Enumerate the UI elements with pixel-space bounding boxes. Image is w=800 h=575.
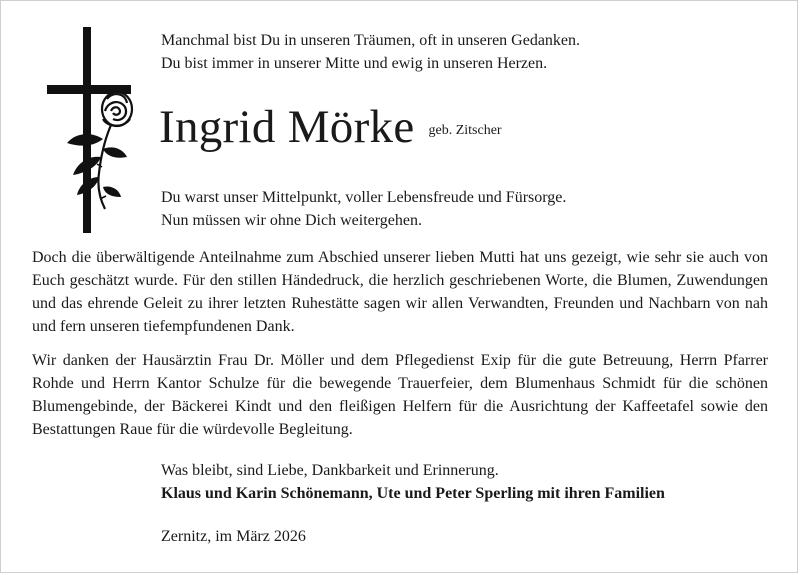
tribute-lines [161, 186, 566, 232]
deceased-header [159, 99, 502, 155]
tribute-line: Du warst unser Mittelpunkt, voller Lebensfreude und Fürsorge. [161, 189, 567, 206]
birth-name: geb. Zitscher [428, 123, 502, 138]
cross-with-rose-icon [45, 27, 145, 233]
place-and-date: Zernitz, im März 2026 [161, 528, 306, 545]
family-signature: Klaus und Karin Schönemann, Ute und Peter Sperling mit ihren Familien [161, 485, 665, 502]
verse-line: Manchmal bist Du in unseren Träumen, oft in unseren Gedanken. [161, 32, 581, 49]
opening-verse [161, 29, 580, 75]
thanks-services-paragraph: Wir danken der Hausärztin Frau Dr. Möller und dem Pflegedienst Exip für die gute Betreuung, Herrn Pfarrer Rohde und Herrn Kantor Schulze für die bewegende Trauerfeier, dem Blumenhaus Schmidt für die schönen Blumengebinde, der Bäckerei Kindt und den fleißigen Helfern für die Ausrichtung der Kaffeetafel sowie den Bestattungen Raue für die würdevolle Begleitung. [32, 352, 768, 438]
tribute-line: Nun müssen wir ohne Dich weitergehen. [161, 212, 422, 229]
verse-line: Du bist immer in unserer Mitte und ewig in unseren Herzen. [161, 55, 548, 72]
closing-line: Was bleibt, sind Liebe, Dankbarkeit und Erinnerung. [161, 462, 499, 479]
deceased-name: Ingrid Mörke [159, 101, 415, 153]
thanks-paragraph: Doch die überwältigende Anteilnahme zum Abschied unserer lieben Mutti hat uns gezeigt, wie sehr sie auch von Euch geschätzt wurde. Für den stillen Händedruck, die herzlich geschriebenen Worte, die Blumen, Zuwendungen und das ehrende Geleit zu ihrer letzten Ruhestätte sagen wir allen Verwandten, Freunden und Nachbarn von nah und fern unseren tiefempfundenen Dank. [32, 249, 768, 335]
